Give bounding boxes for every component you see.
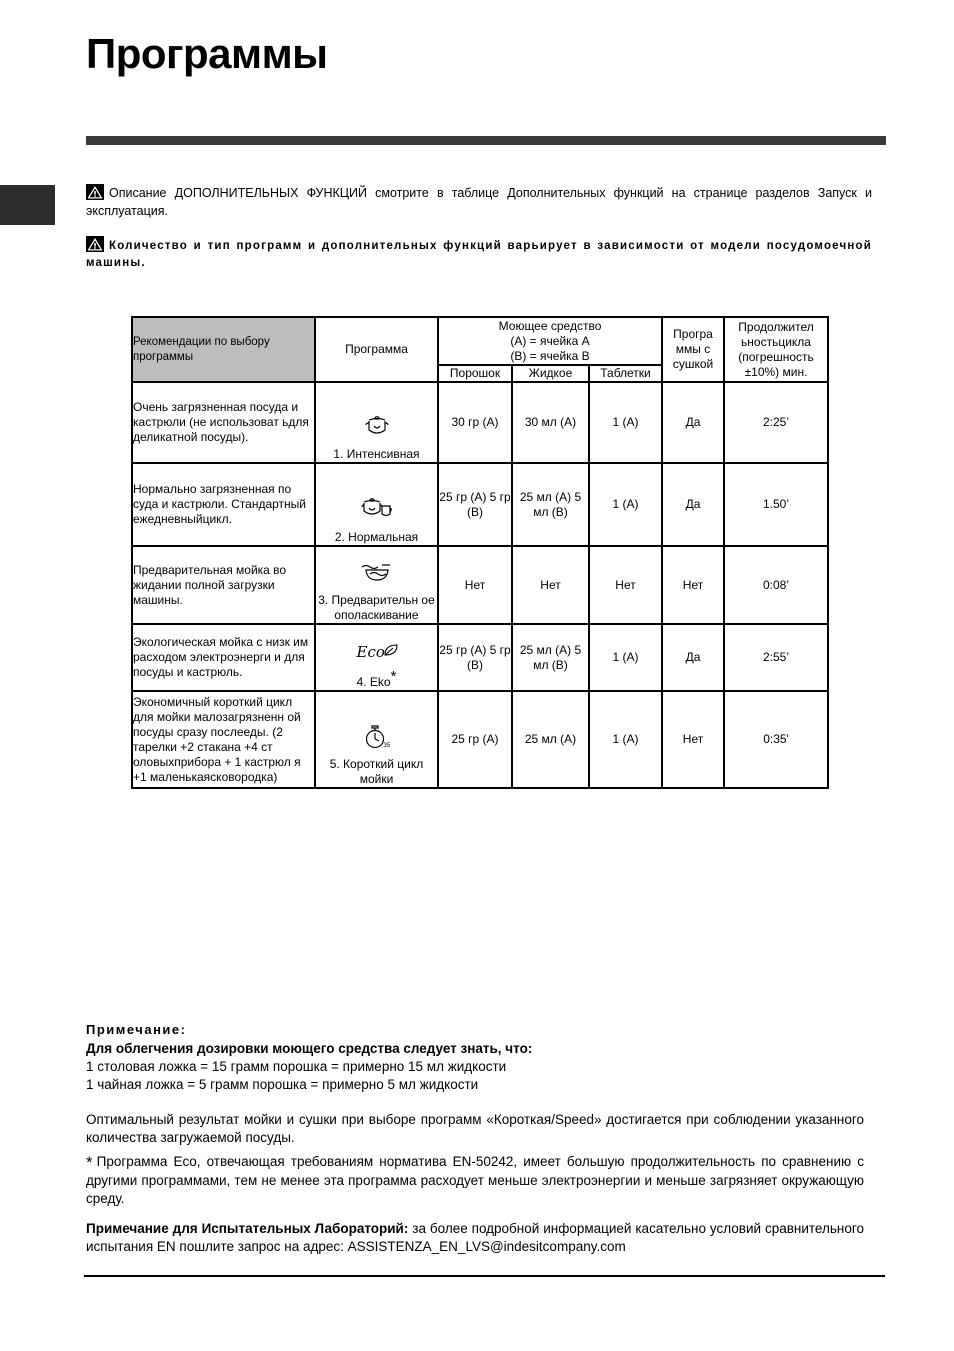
row-recommendation: Экономичный короткий цикл для мойки малозагрязненн ой посуды сразу послееды. (2 тарелки +2 стакана +4 ст оловыхприбора + 1 кастрюл я +1 маленькаясковородка) <box>132 691 315 788</box>
optimal-result-note: Оптимальный результат мойки и сушки при выборе программ «Короткая/Speed» достигается при соблюдении указанного количества загружаемой посуды. <box>86 1112 864 1145</box>
rinse-bowl-icon <box>316 561 437 587</box>
row-program-name: 3. Предварительн ое ополаскивание <box>318 593 435 622</box>
footnote-star: * <box>390 668 397 685</box>
row-program <box>315 624 438 691</box>
row-program-name: 1. Интенсивная <box>333 447 420 461</box>
row-recommendation: Нормально загрязненная по суда и кастрюли. Стандартный ежедневныйцикл. <box>132 463 315 546</box>
row-program <box>315 463 438 546</box>
functions-notice-text: Описание ДОПОЛНИТЕЛЬНЫХ ФУНКЦИЙ смотрите в таблице Дополнительных функций на странице разделов Запуск и эксплуатация. <box>86 186 872 218</box>
row-powder: 25 гр (А) <box>438 691 512 788</box>
header-duration: Продолжител ьностьцикла (погрешность ±10%) мин. <box>724 317 828 382</box>
row-powder: Нет <box>438 546 512 624</box>
pot-icon <box>316 411 437 441</box>
table-row <box>132 691 828 788</box>
row-tablets: 1 (А) <box>589 382 662 463</box>
lab-note-label: Примечание для Испытательных Лабораторий: <box>86 1221 409 1236</box>
row-liquid: 25 мл (А) 5 мл (В) <box>512 624 589 691</box>
row-tablets: Нет <box>589 546 662 624</box>
header-program: Программа <box>315 317 438 382</box>
stopwatch-label: 35 <box>383 743 391 749</box>
row-program-name: 2. Нормальная <box>334 530 419 544</box>
row-tablets: 1 (А) <box>589 624 662 691</box>
row-tablets: 1 (А) <box>589 463 662 546</box>
section-tab <box>0 185 55 225</box>
row-duration: 2:55’ <box>724 624 828 691</box>
header-detergent-line: (А) = ячейка А <box>510 333 590 348</box>
warning-icon <box>86 184 104 200</box>
model-notice <box>86 236 872 272</box>
row-program-name: 4. Eko <box>356 675 391 689</box>
note-title: Примечание: <box>86 1022 187 1037</box>
eco-note-text: Программа Eco, отвечающая требованиям норматива EN-50242, имеет большую продолжительность по сравнению с другими программами, тем не менее эта программа расходует меньше электроэнергии и меньше загрязняет окружающую среду. <box>86 1154 864 1206</box>
table-row <box>132 382 828 463</box>
row-duration: 1.50’ <box>724 463 828 546</box>
row-drying: Нет <box>662 691 724 788</box>
table-row <box>132 624 828 691</box>
row-powder: 25 гр (А) 5 гр (В) <box>438 463 512 546</box>
table-row <box>132 463 828 546</box>
row-liquid: 25 мл (А) 5 мл (В) <box>512 463 589 546</box>
dosing-line: 1 столовая ложка = 15 грамм порошка = примерно 15 мл жидкости <box>86 1059 507 1074</box>
dosing-note <box>86 1040 864 1094</box>
dosing-intro: Для облегчения дозировки моющего средства следует знать, что: <box>86 1041 533 1056</box>
model-notice-text: Количество и тип программ и дополнительных функций варьирует в зависимости от модели посудомоечной машины. <box>86 240 872 269</box>
eco-logo-text: Eco <box>356 643 385 661</box>
row-duration: 0:08’ <box>724 546 828 624</box>
row-recommendation: Очень загрязненная посуда и кастрюли (не использоват ьдля деликатной посуды). <box>132 382 315 463</box>
dosing-line: 1 чайная ложка = 5 грамм порошка = примерно 5 мл жидкости <box>86 1077 479 1092</box>
lab-note-text: за более подробной информацией касательно условий сравнительного испытания EN пошлите запрос на адрес: ASSISTENZA_EN_LVS@indesitcompany.com <box>86 1221 864 1254</box>
bottom-divider <box>84 1275 885 1277</box>
page-title: Программы <box>86 30 328 77</box>
eco-note <box>86 1153 864 1208</box>
pot-and-cup-icon <box>316 496 437 524</box>
functions-notice <box>86 184 872 220</box>
header-powder: Порошок <box>438 365 512 382</box>
eco-leaf-icon <box>353 643 401 663</box>
header-detergent <box>438 317 662 365</box>
row-tablets: 1 (А) <box>589 691 662 788</box>
header-detergent-line: Моющее средство <box>498 318 602 333</box>
warning-icon <box>86 236 104 252</box>
header-detergent-line: (В) = ячейка В <box>510 348 590 363</box>
header-drying: Програ ммы с сушкой <box>662 317 724 382</box>
title-divider <box>86 136 886 145</box>
row-drying: Да <box>662 382 724 463</box>
header-liquid: Жидкое <box>512 365 589 382</box>
row-program <box>315 382 438 463</box>
header-tablets: Таблетки <box>589 365 662 382</box>
header-recommendation: Рекомендации по выбору программы <box>132 317 315 382</box>
row-recommendation: Предварительная мойка во жидании полной загрузки машины. <box>132 546 315 624</box>
programs-table <box>131 316 829 789</box>
row-program <box>315 691 438 788</box>
row-drying: Да <box>662 624 724 691</box>
row-duration: 2:25’ <box>724 382 828 463</box>
row-powder: 30 гр (А) <box>438 382 512 463</box>
row-powder: 25 гр (А) 5 гр (В) <box>438 624 512 691</box>
row-liquid: 25 мл (А) <box>512 691 589 788</box>
row-drying: Да <box>662 463 724 546</box>
table-row <box>132 546 828 624</box>
footnote-star: * <box>86 1153 93 1172</box>
row-drying: Нет <box>662 546 724 624</box>
row-program-name: 5. Короткий цикл мойки <box>329 757 424 786</box>
row-duration: 0:35' <box>724 691 828 788</box>
lab-note <box>86 1220 864 1256</box>
row-program <box>315 546 438 624</box>
row-recommendation: Экологическая мойка с низк им расходом электроэнерги и для посуды и кастрюль. <box>132 624 315 691</box>
stopwatch-icon <box>362 725 392 751</box>
row-liquid: 30 мл (А) <box>512 382 589 463</box>
row-liquid: Нет <box>512 546 589 624</box>
